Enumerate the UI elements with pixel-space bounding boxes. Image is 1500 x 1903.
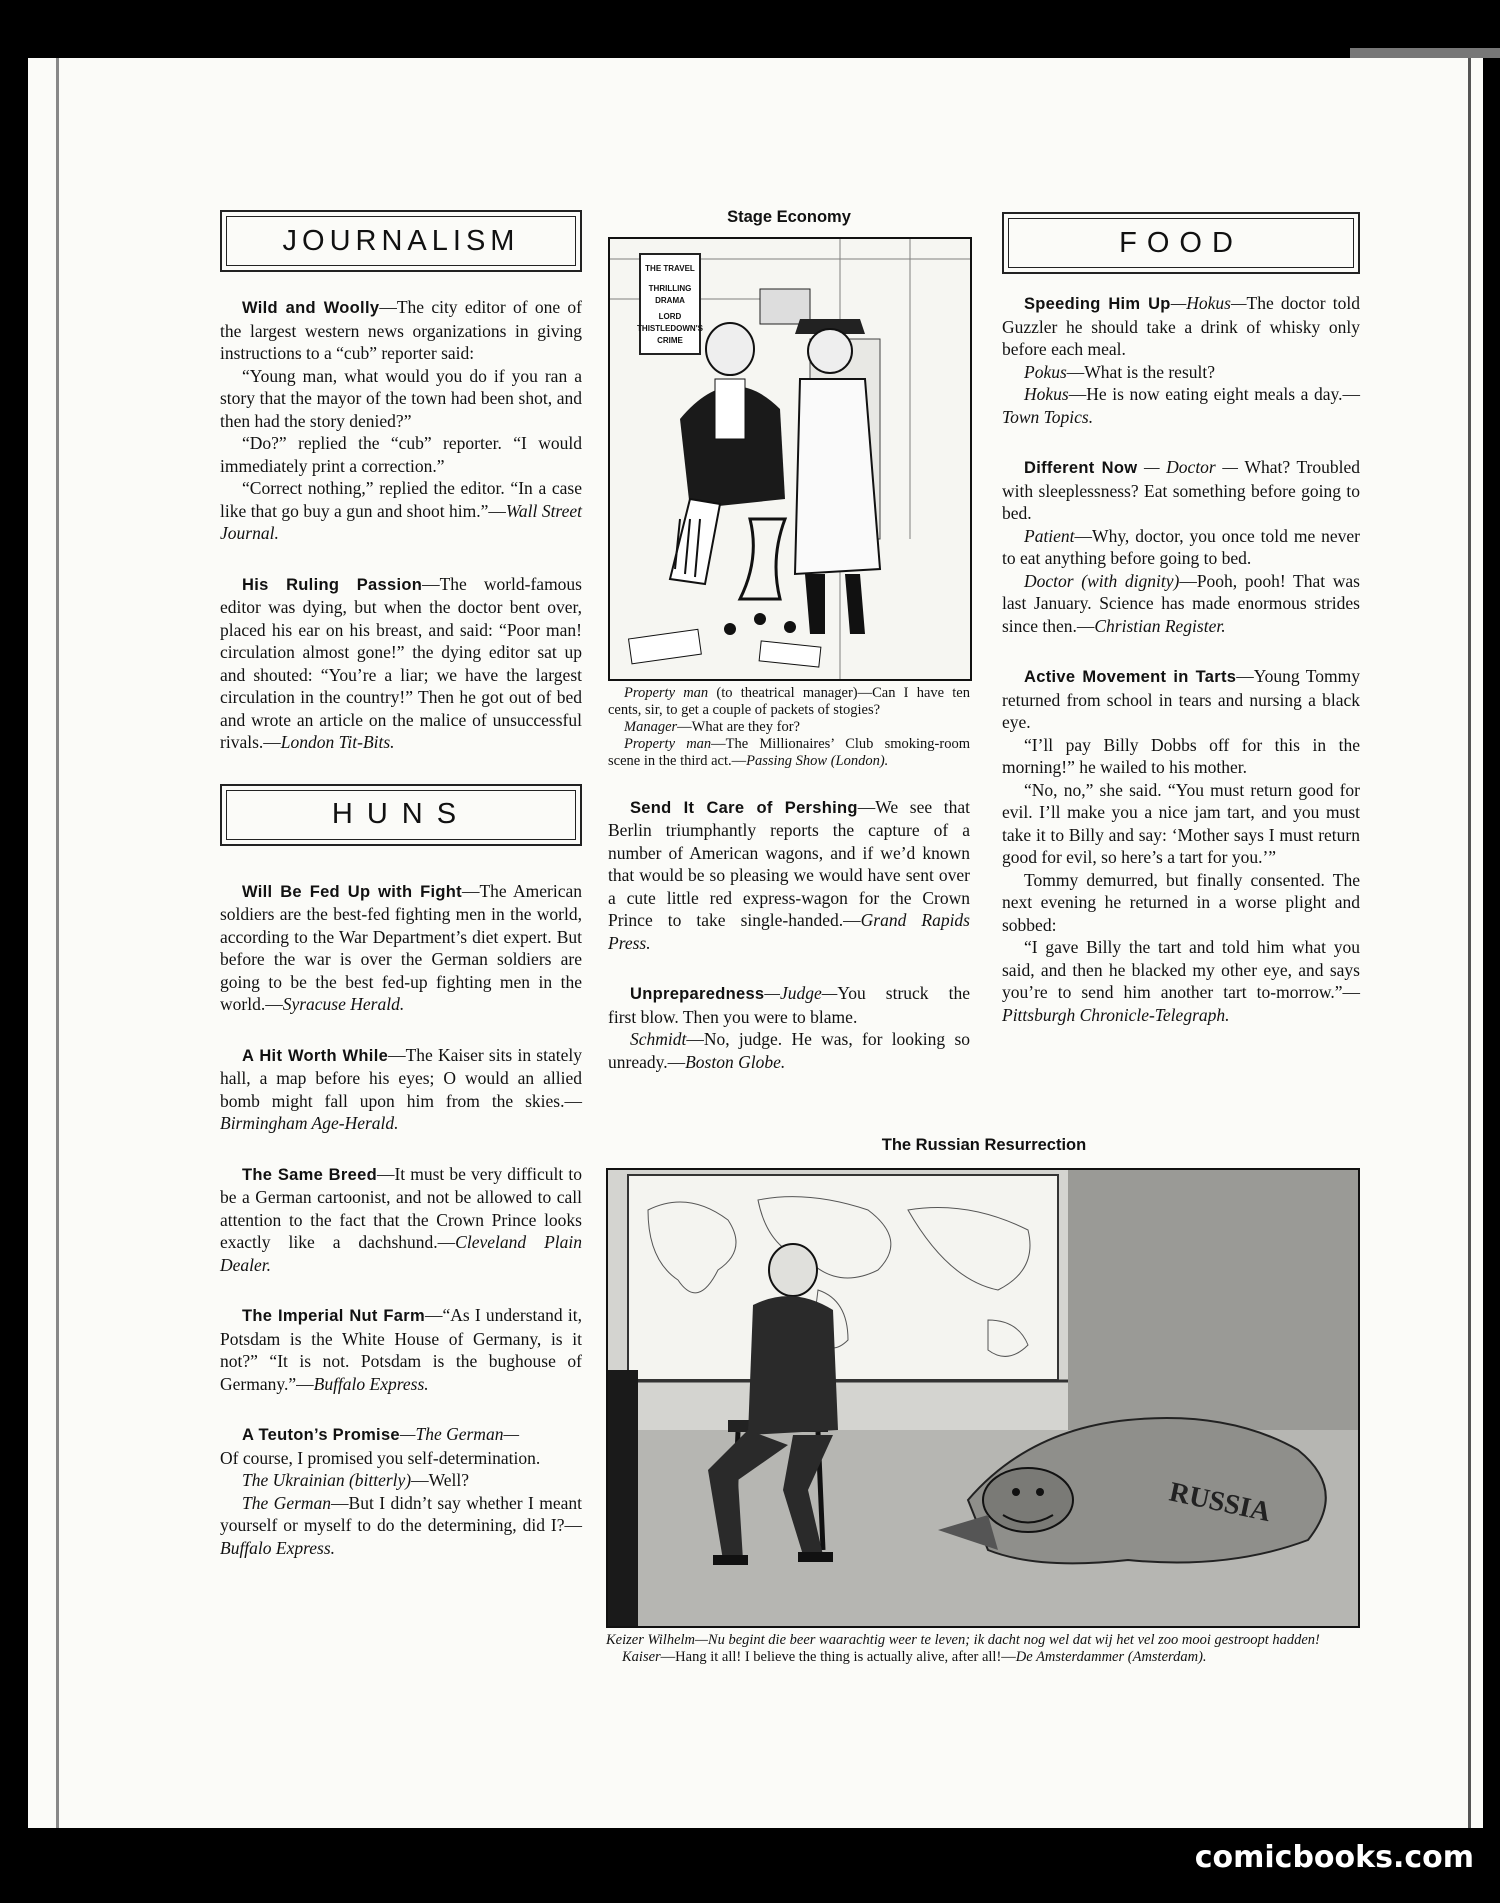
section-title: JOURNALISM bbox=[226, 216, 576, 266]
dialogue-line: —Why, doctor, you once told me never to eat anything before going to bed. bbox=[1002, 525, 1360, 568]
caption-line: —The Millionaires’ Club smoking-room scene in the third act.— bbox=[608, 735, 970, 769]
article-source: Buffalo Express. bbox=[220, 1537, 336, 1558]
article-body: —It must be very difficult to be a German cartoonist, and not be allowed to call attention to the fact that the Crown Prince looks exactly like a dachshund.— bbox=[220, 1163, 582, 1252]
article-paragraph: Tommy demurred, but finally consented. The next evening he returned in a worse plight and sobbed: bbox=[1002, 869, 1360, 935]
article-source: Christian Register. bbox=[1094, 615, 1226, 636]
cartoon-caption bbox=[608, 685, 970, 770]
article-his-ruling-passion bbox=[220, 573, 582, 754]
article-imperial-nut-farm bbox=[220, 1304, 582, 1395]
article-body: —“As I understand it, Potsdam is the White House of Germany, is it not?” “It is not. Potsdam is the bughouse of Germany.”— bbox=[220, 1305, 582, 1394]
dialogue-line: —What is the result? bbox=[1066, 361, 1216, 382]
article-wild-and-woolly bbox=[220, 296, 582, 545]
column-middle bbox=[608, 206, 970, 1101]
article-body: —The Kaiser sits in stately hall, a map before his eyes; O would an allied bomb might fall upon him from the skies.— bbox=[220, 1044, 582, 1111]
caption-source: De Amsterdammer (Amsterdam). bbox=[1015, 1649, 1207, 1665]
article-body: —The world-famous editor was dying, but when the doctor bent over, placed his ear on his breast, and said: “Poor man! circulation almost gone!” the dying editor sat up and shouted: “You’re a liar; we have the largest circulation in the country!” Then he got out of bed and wrote an article on the malice of unsuccessful rivals.— bbox=[220, 573, 582, 752]
article-same-breed bbox=[220, 1163, 582, 1277]
section-title: FOOD bbox=[1008, 218, 1354, 268]
article-source: Wall Street Journal. bbox=[220, 500, 582, 543]
article-different-now bbox=[1002, 456, 1360, 637]
article-unpreparedness bbox=[608, 982, 970, 1073]
article-heading: Wild and Woolly bbox=[242, 299, 380, 317]
article-send-it-care-of-pershing bbox=[608, 796, 970, 955]
dialogue-line: —No, judge. He was, for looking so unready.— bbox=[608, 1029, 970, 1072]
page-spine bbox=[56, 58, 59, 1828]
svg-text:DRAMA: DRAMA bbox=[655, 295, 685, 305]
article-heading: The Imperial Nut Farm bbox=[242, 1307, 425, 1325]
article-heading: A Hit Worth While bbox=[242, 1046, 389, 1065]
article-speeding-him-up bbox=[1002, 292, 1360, 428]
article-active-movement-in-tarts bbox=[1002, 665, 1360, 1026]
speaker: —The German— bbox=[399, 1424, 520, 1444]
article-body: —Young Tommy returned from school in tears and nursing a black eye. bbox=[1002, 666, 1360, 732]
article-source: Buffalo Express. bbox=[313, 1373, 429, 1394]
svg-text:LORD: LORD bbox=[658, 311, 682, 321]
article-heading: The Same Breed bbox=[242, 1165, 377, 1184]
cartoon-title: The Russian Resurrection bbox=[881, 1136, 1087, 1154]
section-header-food bbox=[1002, 212, 1360, 274]
column-left bbox=[220, 210, 582, 1587]
article-heading: A Teuton’s Promise bbox=[242, 1426, 400, 1444]
speaker: Hokus bbox=[1024, 384, 1069, 404]
article-paragraph: “Young man, what would you do if you ran a story that the mayor of the town had been shot, and then had the story denied?” bbox=[220, 365, 582, 431]
page-edge-top bbox=[1350, 48, 1500, 58]
cartoon-illustration bbox=[608, 1170, 1358, 1626]
article-paragraph: “Correct nothing,” replied the editor. “In a case like that go buy a gun and shoot him.”— bbox=[220, 478, 582, 521]
caption-source: Passing Show (London). bbox=[746, 752, 889, 769]
svg-text:THISTLEDOWN'S: THISTLEDOWN'S bbox=[637, 323, 703, 333]
article-heading: Will Be Fed Up with Fight bbox=[242, 882, 462, 901]
cartoon-stage-economy bbox=[608, 237, 972, 681]
speaker: —Judge— bbox=[764, 983, 838, 1003]
article-source: Syracuse Herald. bbox=[282, 994, 405, 1014]
caption-line: —Hang it all! I believe the thing is actually alive, after all!— bbox=[660, 1649, 1016, 1665]
speaker: — Doctor — bbox=[1137, 457, 1245, 477]
page-right-edge bbox=[1468, 58, 1471, 1828]
article-body: The doctor told Guzzler he should take a drink of whisky only before each meal. bbox=[1002, 293, 1361, 359]
article-body: —We see that Berlin triumphantly reports the capture of a number of American wagons, and if we’d known that would be so pleasing we would have sent over a cute little red express-wagon for the Crown Prince to take single-handed.— bbox=[608, 796, 970, 930]
article-source: Boston Globe. bbox=[685, 1051, 786, 1072]
cartoon-caption bbox=[606, 1632, 1362, 1666]
caption-line: (to theatrical manager)—Can I have ten cents, sir, to get a couple of packets of stogies? bbox=[608, 684, 970, 718]
article-heading: Different Now bbox=[1024, 459, 1138, 477]
speaker: Manager bbox=[624, 718, 678, 735]
dialogue-line: —Pooh, pooh! That was last January. Science has made enormous strides since then.— bbox=[1002, 570, 1360, 636]
dialogue-line: —But I didn’t say whether I meant yourself or myself to do the determining, did I?— bbox=[220, 1492, 583, 1535]
article-source: Cleveland Plain Dealer. bbox=[220, 1232, 582, 1275]
article-body: —The American soldiers are the best-fed fighting men in the world, according to the War Department’s diet expert. But before the war is over the German soldiers are going to be the best fed-up fighting men in the world.— bbox=[220, 880, 582, 1014]
speaker: The German bbox=[242, 1492, 332, 1513]
svg-text:CRIME: CRIME bbox=[657, 335, 683, 345]
article-paragraph: “Do?” replied the “cub” reporter. “I would immediately print a correction.” bbox=[220, 433, 582, 476]
article-body: —The city editor of one of the largest western news organizations in giving instructions to a “cub” reporter said: bbox=[220, 297, 582, 363]
article-source: Pittsburgh Chronicle-Telegraph. bbox=[1002, 1004, 1230, 1025]
caption-line: Keizer Wilhelm—Nu begint die beer waarachtig weer te leven; ik dacht nog wel dat wij het vel zoo mooi gestroopt hadden! bbox=[606, 1632, 1320, 1648]
speaker: Kaiser bbox=[622, 1649, 661, 1665]
article-fed-up-with-fight bbox=[220, 880, 582, 1016]
article-heading: Send It Care of Pershing bbox=[630, 798, 858, 817]
speaker: Property man bbox=[624, 735, 712, 752]
cartoon-illustration bbox=[610, 239, 970, 679]
article-paragraph: “I gave Billy the tart and told him what you said, and then he blacked my other eye, and says you’re to send him another tart to-morrow.”— bbox=[1002, 937, 1360, 1002]
section-title: HUNS bbox=[226, 790, 576, 840]
article-heading: Unpreparedness bbox=[630, 985, 765, 1003]
dialogue-line: —He is now eating eight meals a day.— bbox=[1068, 384, 1360, 404]
section-header-journalism bbox=[220, 210, 582, 272]
speaker: Schmidt bbox=[630, 1029, 687, 1049]
caption-line: —What are they for? bbox=[677, 718, 800, 735]
article-body: You struck the first blow. Then you were to blame. bbox=[608, 983, 970, 1027]
speaker: Doctor (with dignity) bbox=[1024, 570, 1180, 591]
speaker: Pokus bbox=[1024, 361, 1067, 382]
speaker: The Ukrainian (bitterly) bbox=[242, 1470, 412, 1490]
svg-text:THRILLING: THRILLING bbox=[648, 283, 692, 293]
speaker: Property man bbox=[624, 684, 709, 701]
dialogue-line: —Well? bbox=[411, 1470, 470, 1490]
article-paragraph: “I’ll pay Billy Dobbs off for this in the morning!” he wailed to his mother. bbox=[1002, 734, 1360, 777]
cartoon-russian-resurrection bbox=[606, 1168, 1360, 1628]
speaker: Patient bbox=[1024, 525, 1075, 546]
speaker: —Hokus— bbox=[1170, 293, 1247, 313]
article-heading: His Ruling Passion bbox=[242, 575, 423, 594]
article-source: Grand Rapids Press. bbox=[608, 910, 970, 953]
rug-label: RUSSIA bbox=[1166, 1476, 1274, 1529]
svg-text:THE TRAVEL: THE TRAVEL bbox=[645, 263, 695, 273]
article-body: What? Troubled with sleeplessness? Eat something before going to bed. bbox=[1002, 457, 1360, 523]
article-body: Of course, I promised you self-determination. bbox=[220, 1447, 541, 1468]
article-heading: Speeding Him Up bbox=[1024, 295, 1171, 313]
watermark: comicbooks.com bbox=[1194, 1840, 1474, 1875]
article-paragraph: “No, no,” she said. “You must return good for evil. I’ll make you a nice jam tart, and you must take it to Billy and say: ‘Mother says I must return good for evil, so here’s a tart for you.’” bbox=[1002, 779, 1360, 867]
cartoon-title: Stage Economy bbox=[727, 208, 851, 226]
article-hit-worth-while bbox=[220, 1044, 582, 1135]
article-source: Birmingham Age-Herald. bbox=[220, 1113, 399, 1133]
section-header-huns bbox=[220, 784, 582, 846]
article-source: Town Topics. bbox=[1002, 406, 1094, 427]
column-right bbox=[1002, 212, 1360, 1054]
article-teutons-promise bbox=[220, 1423, 582, 1559]
article-heading: Active Movement in Tarts bbox=[1024, 668, 1237, 686]
article-source: London Tit-Bits. bbox=[280, 732, 395, 752]
